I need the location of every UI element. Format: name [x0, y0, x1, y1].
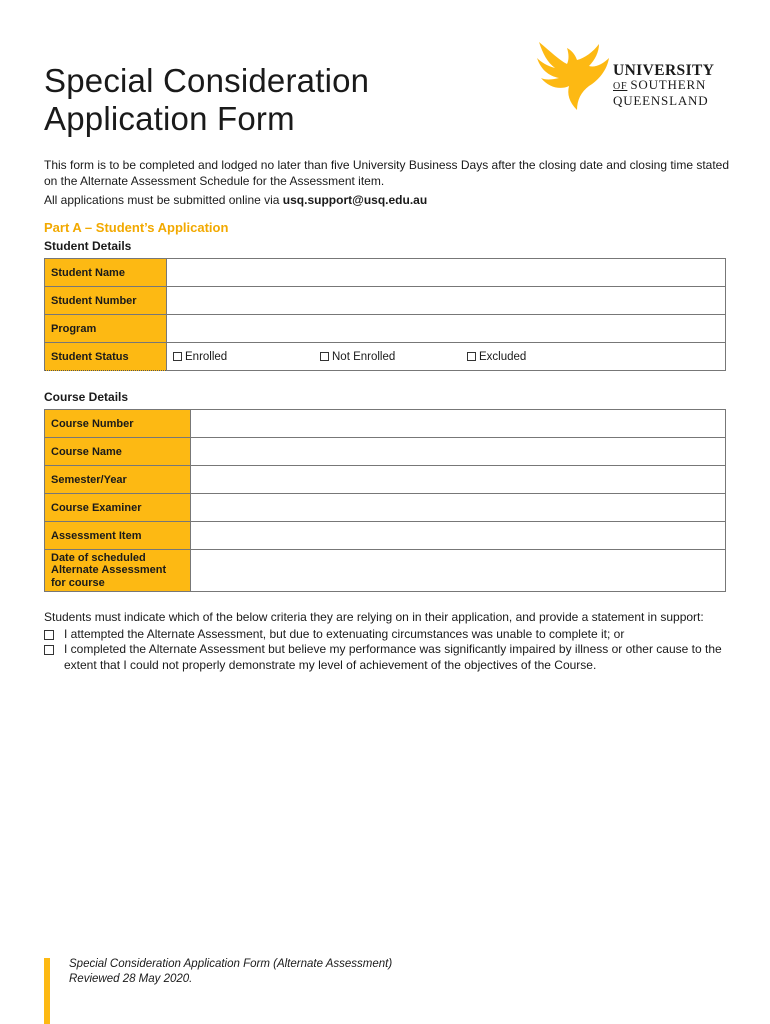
program-label: Program: [45, 315, 167, 343]
course-name-field[interactable]: [191, 438, 726, 466]
table-row: [45, 287, 726, 315]
course-name-label: Course Name: [45, 438, 191, 466]
criteria-intro: Students must indicate which of the below criteria they are relying on in their application, and provide a statement in support:: [44, 610, 704, 624]
student-details-heading: Student Details: [44, 239, 132, 253]
table-row: [45, 410, 726, 438]
student-number-field[interactable]: [167, 287, 726, 315]
scheduled-date-label: Date of scheduled Alternate Assessment for course: [45, 550, 191, 592]
table-row: [45, 259, 726, 287]
table-row: [45, 494, 726, 522]
scheduled-date-field[interactable]: [191, 550, 726, 592]
criteria-option-attempted[interactable]: I attempted the Alternate Assessment, but due to extenuating circumstances was unable to complete it; or: [44, 627, 734, 643]
checkbox-icon[interactable]: [467, 352, 476, 361]
assessment-item-field[interactable]: [191, 522, 726, 550]
program-field[interactable]: [167, 315, 726, 343]
course-examiner-label: Course Examiner: [45, 494, 191, 522]
table-row: [45, 343, 726, 371]
course-details-heading: Course Details: [44, 390, 129, 404]
logo-of: OF: [613, 81, 628, 92]
course-number-field[interactable]: [191, 410, 726, 438]
checkbox-icon[interactable]: [44, 630, 54, 640]
student-name-field[interactable]: [167, 259, 726, 287]
checkbox-icon[interactable]: [44, 645, 54, 655]
semester-year-label: Semester/Year: [45, 466, 191, 494]
table-row: [45, 438, 726, 466]
course-details-table: [44, 409, 726, 592]
status-enrolled-option[interactable]: Enrolled: [173, 351, 320, 363]
student-status-label: Student Status: [45, 343, 167, 371]
table-row: [45, 522, 726, 550]
footer-form-name: Special Consideration Application Form (Alternate Assessment): [69, 958, 393, 970]
course-number-label: Course Number: [45, 410, 191, 438]
checkbox-icon[interactable]: [320, 352, 329, 361]
table-row: [45, 466, 726, 494]
criteria-option-completed[interactable]: I completed the Alternate Assessment but believe my performance was significantly impaired by illness or other cause to the extent that I could not properly demonstrate my level of achievement of the objectives of the Course.: [44, 642, 734, 673]
criteria-section: [44, 610, 734, 673]
assessment-item-label: Assessment Item: [45, 522, 191, 550]
checkbox-icon[interactable]: [173, 352, 182, 361]
logo-queensland: QUEENSLAND: [613, 93, 709, 108]
support-email: usq.support@usq.edu.au: [282, 193, 428, 207]
student-details-table: [44, 258, 726, 371]
submission-note: All applications must be submitted online via usq.support@usq.edu.au: [44, 193, 428, 207]
student-status-field: [167, 343, 726, 371]
student-name-label: Student Name: [45, 259, 167, 287]
table-row: [45, 550, 726, 592]
university-logo: [533, 40, 733, 114]
intro-text: [44, 158, 734, 209]
part-a-heading: Part A – Student’s Application: [44, 220, 229, 235]
status-not-enrolled-option[interactable]: Not Enrolled: [320, 351, 467, 363]
title-line-2: Application Form: [44, 100, 295, 137]
logo-southern: SOUTHERN: [630, 77, 707, 92]
student-number-label: Student Number: [45, 287, 167, 315]
footer: [69, 957, 392, 987]
table-row: [45, 315, 726, 343]
footer-review-date: Reviewed 28 May 2020.: [69, 973, 193, 985]
course-examiner-field[interactable]: [191, 494, 726, 522]
intro-paragraph: This form is to be completed and lodged no later than five University Business Days after the closing date and closing time stated on the Alternate Assessment Schedule for the Assessment item.: [44, 158, 730, 188]
footer-accent-bar: [44, 958, 50, 1024]
phoenix-logo-icon: [533, 40, 613, 114]
page-title: [44, 62, 369, 138]
logo-university: UNIVERSITY: [613, 62, 715, 79]
status-excluded-option[interactable]: Excluded: [467, 351, 614, 363]
semester-year-field[interactable]: [191, 466, 726, 494]
title-line-1: Special Consideration: [44, 62, 370, 99]
